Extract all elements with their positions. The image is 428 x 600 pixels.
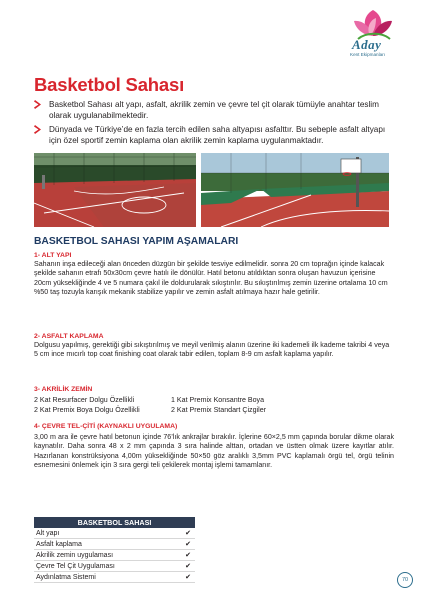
table-row (34, 550, 195, 561)
stage-text: Sahanın inşa edileceği alan önceden düzgün bir şekilde tesviye edilmelidir. sonra 20 cm toprağın içinde kalacak şekilde sahanın etrafı 50x30cm çevre hatılı ile dönülür. Hatıl betonu atıldıktan sonra oluşan havuzun içerisine 20cm yüksekliğinde 4 ve 5 numara çakıl ile doldurularak sıkıştırılır. Bu sıkıştırılmış zemin üzerine ortalama 10 cm %50 taş tozuyla karışık mekanik stabilize yapılır ve zemin asfalt atılmaya hazır hale getirilir. (34, 260, 388, 297)
stage-heading: 4- ÇEVRE TEL-ÇİTİ (KAYNAKLI UYGULAMA) (34, 423, 178, 430)
table-cell: Aydınlatma Sistemi (34, 572, 181, 583)
table-cell: Alt yapı (34, 528, 181, 539)
check-icon: ✔ (181, 528, 195, 539)
title-accent-bar (0, 82, 30, 91)
check-icon: ✔ (181, 572, 195, 583)
stage-text: 3,00 m ara ile çevre hatıl betonun içinde 76’lık ankrajlar bırakılır. İçlerine 60×2,5 mm çapında borular dikme olarak kaynatılır. Daha sonra 48 x 2 mm çapında 3 sıra halinde alttan, ortadan ve üstten olmak üzere kayıtlar atılır. Hazırlanan konstrüksiyona 4,00m yüksekliğinde 50×50 göz aralıklı 3,5mm PVC kaplamalı örgü tel, örgü telinin esnemesini önlemek için 3 sıra gergi teli çekilerek montaj işlemi tamamlanır. (34, 433, 394, 470)
company-logo (340, 6, 424, 66)
court-photo-right (201, 153, 389, 227)
acrylic-layer-item: 1 Kat Premix Konsantre Boya (171, 396, 265, 404)
logo-subtitle: Kent Ekipmanları (350, 52, 385, 57)
chevron-right-icon (34, 100, 41, 109)
stage-text: Dolgusu yapılmış, gerektiği gibi sıkıştırılmış ve meyil verilmiş alanın üzerine iki kademeli ilk kademe takribi 4 veya 5 cm ince mıcırlı top coat finishing coat olarak tabir edilen, toplam 8-9 cm asfalt kaplama yapılır. (34, 341, 390, 359)
table-cell: Asfalt kaplama (34, 539, 181, 550)
table-row (34, 572, 195, 583)
check-icon: ✔ (181, 539, 195, 550)
acrylic-layer-item: 2 Kat Premix Standart Çizgiler (171, 405, 267, 414)
acrylic-layer-item: 2 Kat Premix Boya Dolgu Özellikli (34, 405, 140, 414)
check-icon: ✔ (181, 561, 195, 572)
intro-bullet (34, 124, 394, 146)
chevron-right-icon (34, 125, 41, 134)
stage-heading: 2- ASFALT KAPLAMA (34, 333, 104, 340)
court-photo-left (34, 153, 196, 227)
intro-bullets (34, 99, 394, 149)
summary-table (34, 517, 195, 583)
table-row (34, 528, 195, 539)
summary-table-header: BASKETBOL SAHASI (34, 517, 195, 528)
stage-heading: 3- AKRİLİK ZEMİN (34, 386, 93, 393)
acrylic-layer-item: 2 Kat Resurfacer Dolgu Özellikli (34, 396, 135, 404)
section-title: BASKETBOL SAHASI YAPIM AŞAMALARI (34, 236, 239, 247)
intro-bullet-text: Dünyada ve Türkiye’de en fazla tercih edilen saha altyapısı asfalttır. Bu sebeple asfalt altyapı için özel sportif zemin kaplama olan akrilik zemin kaplama uygulanmaktadır. (49, 125, 386, 145)
table-row (34, 561, 195, 572)
stage-heading: 1- ALT YAPI (34, 252, 72, 259)
check-icon: ✔ (181, 550, 195, 561)
acrylic-layers-list (34, 396, 334, 415)
intro-bullet-text: Basketbol Sahası alt yapı, asfalt, akrilik zemin ve çevre tel çit olarak tümüyle anahtar teslim olarak uygulanabilmektedir. (49, 100, 379, 120)
table-row (34, 539, 195, 550)
page-title: Basketbol Sahası (34, 74, 185, 95)
logo-brand-text: Aday (352, 37, 382, 52)
table-cell: Çevre Tel Çit Uygulaması (34, 561, 181, 572)
page-number: 70 (397, 572, 413, 588)
intro-bullet (34, 99, 394, 121)
table-cell: Akrilik zemin uygulaması (34, 550, 181, 561)
